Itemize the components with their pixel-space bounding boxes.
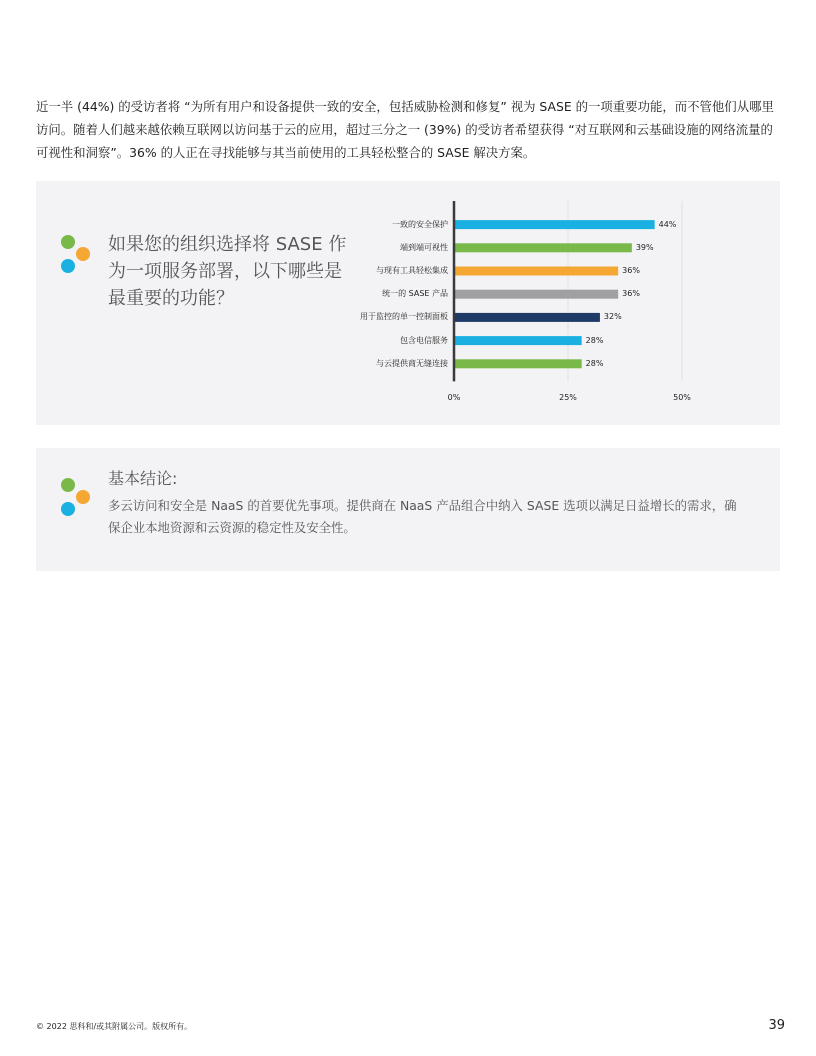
- takeaway-title: 基本结论:: [108, 469, 178, 488]
- bar: [454, 220, 655, 229]
- category-label: 端到端可视性: [400, 242, 448, 252]
- value-label: 28%: [585, 335, 604, 345]
- value-label: 28%: [585, 358, 604, 368]
- green-dot-icon: [61, 235, 75, 249]
- orange-dot-icon: [76, 247, 90, 261]
- bar-chart: [324, 201, 780, 411]
- value-label: 36%: [622, 266, 640, 275]
- bar: [454, 267, 618, 276]
- bar: [454, 290, 618, 299]
- decor-dots-icon: [61, 235, 95, 279]
- bar-chart-svg: [324, 201, 780, 411]
- bar: [454, 313, 600, 322]
- bar: [454, 243, 632, 252]
- x-tick-label: 0%: [447, 393, 461, 402]
- blue-dot-icon: [61, 259, 75, 273]
- category-label: 与现有工具轻松集成: [376, 266, 448, 275]
- value-label: 39%: [635, 242, 654, 252]
- survey-question: 如果您的组织选择将 SASE 作为一项服务部署，以下哪些是最重要的功能？: [108, 234, 347, 309]
- blue-dot-icon: [61, 502, 75, 516]
- x-tick-label: 25%: [559, 393, 577, 402]
- bar: [454, 359, 582, 368]
- copyright-text: © 2022 思科和/或其附属公司。版权所有。: [36, 1022, 193, 1031]
- decor-dots-icon: [61, 478, 95, 522]
- page-number: 39: [768, 1018, 785, 1033]
- x-tick-label: 50%: [673, 393, 691, 402]
- category-label: 与云提供商无缝连接: [376, 358, 448, 368]
- value-label: 44%: [658, 219, 677, 229]
- category-label: 一致的安全保护: [392, 219, 448, 229]
- intro-paragraph: 近一半 (44%) 的受访者将 “为所有用户和设备提供一致的安全，包括威胁检测和修复” 视为 SASE 的一项重要功能，而不管他们从哪里访问。随着人们越来越依赖互联网以访问基于云的应用，超过三分之一 (39%) 的受访者希望获得 “对互联网和云基础设施的网络流量的可视性和洞察”。36% 的人正在寻找能够与其当前使用的工具轻松整合的 SASE 解决方案。: [36, 99, 774, 160]
- orange-dot-icon: [76, 490, 90, 504]
- category-label: 用于监控的单一控制面板: [360, 312, 448, 322]
- green-dot-icon: [61, 478, 75, 492]
- survey-panel: [36, 181, 780, 425]
- category-label: 包含电信服务: [400, 335, 448, 345]
- takeaway-body: 多云访问和安全是 NaaS 的首要优先事项。提供商在 NaaS 产品组合中纳入 SASE 选项以满足日益增长的需求，确保企业本地资源和云资源的稳定性及安全性。: [108, 498, 737, 535]
- bar: [454, 336, 582, 345]
- category-label: 统一的 SASE 产品: [382, 289, 448, 299]
- value-label: 32%: [603, 312, 622, 322]
- takeaway-panel: [36, 448, 780, 571]
- value-label: 36%: [622, 289, 640, 299]
